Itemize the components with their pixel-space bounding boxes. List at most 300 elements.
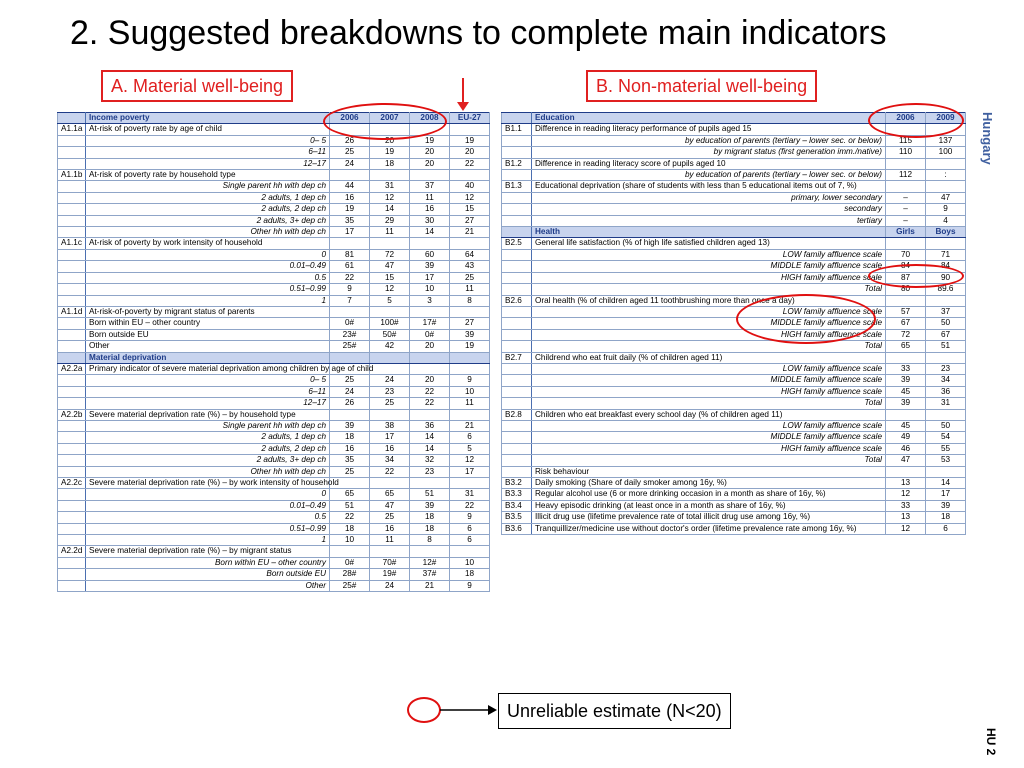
table-row [58, 204, 490, 215]
value-cell [330, 170, 370, 181]
value-cell: 33 [886, 500, 926, 511]
row-label: At-risk of poverty rate by age of child [86, 124, 330, 135]
table-row [502, 455, 966, 466]
value-cell [370, 170, 410, 181]
value-cell: 0# [330, 557, 370, 568]
row-code: A1.1b [58, 170, 86, 181]
value-cell [370, 352, 410, 363]
value-cell: 67 [926, 329, 966, 340]
value-cell: 22 [330, 512, 370, 523]
value-cell: 65 [330, 489, 370, 500]
value-cell: 21 [450, 420, 490, 431]
table-row [502, 363, 966, 374]
row-code [58, 352, 86, 363]
row-code [502, 341, 532, 352]
row-label: by education of parents (tertiary – lower sec. or below) [532, 135, 886, 146]
value-cell: 70 [886, 249, 926, 260]
value-cell: 35 [330, 215, 370, 226]
value-cell: 18 [410, 523, 450, 534]
table-nonmaterial-wellbeing [501, 112, 966, 535]
row-label: HIGH family affluence scale [532, 443, 886, 454]
row-code [502, 318, 532, 329]
value-cell: 10 [410, 284, 450, 295]
value-cell: 37 [410, 181, 450, 192]
value-cell: 17 [450, 466, 490, 477]
section-a-label: A. Material well-being [101, 70, 293, 102]
row-code: B3.6 [502, 523, 532, 534]
value-cell [370, 238, 410, 249]
value-cell [450, 546, 490, 557]
row-code [502, 261, 532, 272]
value-cell: 2006 [330, 113, 370, 124]
row-code [58, 557, 86, 568]
row-code: B2.7 [502, 352, 532, 363]
value-cell [450, 238, 490, 249]
value-cell: 6 [450, 535, 490, 546]
value-cell: 9 [450, 512, 490, 523]
value-cell: 80 [886, 284, 926, 295]
row-code [58, 398, 86, 409]
value-cell [450, 306, 490, 317]
table-row [58, 535, 490, 546]
row-label: Regular alcohol use (6 or more drinking occasion in a month as share of 16y, %) [532, 489, 886, 500]
value-cell: 55 [926, 443, 966, 454]
value-cell: 36 [410, 420, 450, 431]
table-row [502, 158, 966, 169]
value-cell: 36 [926, 386, 966, 397]
value-cell: 11 [370, 535, 410, 546]
value-cell: 17 [926, 489, 966, 500]
value-cell [926, 238, 966, 249]
row-label: 0.51–0.99 [86, 284, 330, 295]
table-row [58, 489, 490, 500]
table-row [58, 443, 490, 454]
row-code [58, 386, 86, 397]
value-cell [410, 352, 450, 363]
table-row [58, 192, 490, 203]
value-cell: 12 [886, 489, 926, 500]
table-row [502, 192, 966, 203]
value-cell: 2007 [370, 113, 410, 124]
value-cell [410, 478, 450, 489]
value-cell [410, 546, 450, 557]
value-cell: 20 [410, 341, 450, 352]
value-cell [886, 238, 926, 249]
row-code [502, 443, 532, 454]
row-code [502, 329, 532, 340]
row-label: HIGH family affluence scale [532, 329, 886, 340]
value-cell [886, 466, 926, 477]
value-cell [330, 306, 370, 317]
table-row [58, 420, 490, 431]
value-cell: 22 [410, 386, 450, 397]
table-material-wellbeing [57, 112, 490, 592]
value-cell: 47 [886, 455, 926, 466]
value-cell: 17 [410, 272, 450, 283]
table-row [58, 227, 490, 238]
value-cell: 50 [926, 420, 966, 431]
table-row [58, 318, 490, 329]
value-cell [886, 295, 926, 306]
value-cell: 10 [450, 386, 490, 397]
row-code: A2.2b [58, 409, 86, 420]
table-row [58, 135, 490, 146]
table-row [58, 249, 490, 260]
row-code [502, 227, 532, 238]
row-label: Health [532, 227, 886, 238]
row-label: 1 [86, 295, 330, 306]
value-cell [450, 352, 490, 363]
table-row [58, 352, 490, 363]
country-label: Hungary [980, 112, 995, 165]
value-cell [330, 238, 370, 249]
table-row [58, 170, 490, 181]
row-code [58, 512, 86, 523]
value-cell: 31 [370, 181, 410, 192]
value-cell [886, 409, 926, 420]
row-code [58, 135, 86, 146]
table-row [502, 478, 966, 489]
value-cell: 2009 [926, 113, 966, 124]
value-cell: 31 [926, 398, 966, 409]
row-label: Born within EU – other country [86, 557, 330, 568]
value-cell: 50# [370, 329, 410, 340]
value-cell: 3 [410, 295, 450, 306]
value-cell: 27 [450, 215, 490, 226]
value-cell: 20 [410, 158, 450, 169]
table-row [502, 113, 966, 124]
value-cell: Boys [926, 227, 966, 238]
value-cell [886, 124, 926, 135]
value-cell: 65 [370, 489, 410, 500]
value-cell: 22 [370, 466, 410, 477]
table-row [502, 284, 966, 295]
row-code [58, 318, 86, 329]
row-code [58, 455, 86, 466]
value-cell: 19 [330, 204, 370, 215]
row-label: 0– 5 [86, 375, 330, 386]
row-label: Risk behaviour [532, 466, 886, 477]
value-cell [450, 124, 490, 135]
row-label: Other hh with dep ch [86, 466, 330, 477]
value-cell [450, 170, 490, 181]
value-cell: 12 [370, 284, 410, 295]
row-label: LOW family affluence scale [532, 420, 886, 431]
table-row [502, 489, 966, 500]
value-cell [886, 352, 926, 363]
table-row [58, 306, 490, 317]
table-row [502, 500, 966, 511]
value-cell: 137 [926, 135, 966, 146]
row-code [58, 181, 86, 192]
row-code [58, 569, 86, 580]
row-label: Primary indicator of severe material deprivation among children by age of child [86, 363, 330, 374]
row-label: Difference in reading literacy performance of pupils aged 15 [532, 124, 886, 135]
table-row [58, 341, 490, 352]
value-cell: 15 [370, 272, 410, 283]
value-cell: 6 [450, 523, 490, 534]
value-cell: 65 [886, 341, 926, 352]
table-row [58, 329, 490, 340]
table-row [502, 375, 966, 386]
highlight-ellipse-unreliable [407, 697, 441, 723]
value-cell [370, 546, 410, 557]
value-cell: 87 [886, 272, 926, 283]
value-cell [370, 409, 410, 420]
value-cell [886, 158, 926, 169]
value-cell [926, 124, 966, 135]
row-code [502, 432, 532, 443]
value-cell [926, 158, 966, 169]
value-cell: 12 [886, 523, 926, 534]
row-label: tertiary [532, 215, 886, 226]
table-row [502, 352, 966, 363]
row-code [502, 466, 532, 477]
value-cell: 25 [330, 375, 370, 386]
red-down-arrow-icon [455, 78, 471, 112]
value-cell: 8 [410, 535, 450, 546]
table-row [58, 409, 490, 420]
table-row [502, 466, 966, 477]
row-label: Severe material deprivation rate (%) – by household type [86, 409, 330, 420]
value-cell: 20 [410, 375, 450, 386]
row-code [502, 363, 532, 374]
value-cell: 34 [370, 455, 410, 466]
row-label: Income poverty [86, 113, 330, 124]
table-row [502, 306, 966, 317]
value-cell [370, 124, 410, 135]
value-cell [886, 181, 926, 192]
row-code: B3.4 [502, 500, 532, 511]
table-row [502, 181, 966, 192]
value-cell: 39 [450, 329, 490, 340]
row-label: Total [532, 284, 886, 295]
table-row [58, 261, 490, 272]
row-label: Education [532, 113, 886, 124]
value-cell: 12 [450, 192, 490, 203]
table-row [58, 557, 490, 568]
value-cell: 24 [330, 158, 370, 169]
value-cell: 16 [410, 204, 450, 215]
value-cell: 15 [450, 204, 490, 215]
row-label: 2 adults, 1 dep ch [86, 432, 330, 443]
table-row [502, 204, 966, 215]
table-row [502, 238, 966, 249]
value-cell: 10 [450, 557, 490, 568]
table-row [502, 329, 966, 340]
value-cell [410, 124, 450, 135]
value-cell: 39 [410, 500, 450, 511]
value-cell: 12 [450, 455, 490, 466]
row-code: B3.2 [502, 478, 532, 489]
row-code [58, 249, 86, 260]
row-label: Children who eat breakfast every school day (% of children aged 11) [532, 409, 886, 420]
value-cell [450, 478, 490, 489]
table-row [502, 512, 966, 523]
value-cell [926, 181, 966, 192]
value-cell: 38 [370, 420, 410, 431]
section-b-label: B. Non-material well-being [586, 70, 817, 102]
row-label: Born outside EU [86, 569, 330, 580]
value-cell: 26 [330, 398, 370, 409]
row-code [502, 306, 532, 317]
row-label: 2 adults, 2 dep ch [86, 204, 330, 215]
value-cell: 0# [410, 329, 450, 340]
value-cell: 37 [926, 306, 966, 317]
value-cell [330, 352, 370, 363]
value-cell: 44 [330, 181, 370, 192]
row-code: B1.1 [502, 124, 532, 135]
row-label: 1 [86, 535, 330, 546]
value-cell: – [886, 192, 926, 203]
row-code [58, 432, 86, 443]
table-row [58, 455, 490, 466]
value-cell: 10 [330, 535, 370, 546]
row-label: 0.01–0.49 [86, 500, 330, 511]
table-row [58, 466, 490, 477]
value-cell: 81 [330, 249, 370, 260]
value-cell: 39 [926, 500, 966, 511]
row-label: Educational deprivation (share of students with less than 5 educational items out of 7, %) [532, 181, 886, 192]
value-cell: 19 [370, 147, 410, 158]
row-code [58, 113, 86, 124]
value-cell: 53 [926, 455, 966, 466]
value-cell: 30 [410, 215, 450, 226]
value-cell: 23 [926, 363, 966, 374]
row-label: Other hh with dep ch [86, 227, 330, 238]
row-label: Difference in reading literacy score of pupils aged 10 [532, 158, 886, 169]
table-row [502, 318, 966, 329]
value-cell: 60 [410, 249, 450, 260]
table-row [58, 546, 490, 557]
table-row [502, 215, 966, 226]
row-code: B3.5 [502, 512, 532, 523]
value-cell: 39 [330, 420, 370, 431]
table-row [502, 409, 966, 420]
value-cell: 42 [370, 341, 410, 352]
row-code [58, 215, 86, 226]
row-code [502, 113, 532, 124]
value-cell: 100 [926, 147, 966, 158]
value-cell: 24 [370, 580, 410, 591]
row-code [58, 158, 86, 169]
value-cell: 28# [330, 569, 370, 580]
value-cell: 18 [370, 158, 410, 169]
table-row [58, 284, 490, 295]
value-cell: 9 [450, 375, 490, 386]
value-cell: 51 [410, 489, 450, 500]
table-row [58, 215, 490, 226]
value-cell: 16 [370, 443, 410, 454]
value-cell: 47 [370, 261, 410, 272]
row-label: LOW family affluence scale [532, 306, 886, 317]
row-label: MIDDLE family affluence scale [532, 432, 886, 443]
table-row [58, 124, 490, 135]
value-cell: 13 [886, 512, 926, 523]
row-label: General life satisfaction (% of high life satisfied children aged 13) [532, 238, 886, 249]
value-cell: 51 [330, 500, 370, 511]
row-label: HIGH family affluence scale [532, 386, 886, 397]
row-label: 12–17 [86, 398, 330, 409]
value-cell: 16 [330, 443, 370, 454]
row-label: 0– 5 [86, 135, 330, 146]
row-code [58, 204, 86, 215]
row-label: Illicit drug use (lifetime prevalence rate of total illicit drug use among 16y, %) [532, 512, 886, 523]
row-code: A2.2c [58, 478, 86, 489]
table-row [502, 170, 966, 181]
row-code [502, 272, 532, 283]
row-code [58, 443, 86, 454]
row-code: B2.5 [502, 238, 532, 249]
row-code [58, 535, 86, 546]
value-cell: 8 [450, 295, 490, 306]
table-row [502, 249, 966, 260]
value-cell: 19# [370, 569, 410, 580]
row-code: B2.8 [502, 409, 532, 420]
value-cell: 14 [410, 443, 450, 454]
row-label: secondary [532, 204, 886, 215]
row-label: Total [532, 455, 886, 466]
value-cell: 20 [450, 147, 490, 158]
value-cell [370, 478, 410, 489]
row-code: B3.3 [502, 489, 532, 500]
value-cell: 4 [926, 215, 966, 226]
row-code [58, 147, 86, 158]
row-label: 2 adults, 2 dep ch [86, 443, 330, 454]
row-label: 2 adults, 3+ dep ch [86, 215, 330, 226]
unreliable-estimate-callout: Unreliable estimate (N<20) [498, 693, 731, 729]
row-code: A1.1a [58, 124, 86, 135]
table-row [58, 295, 490, 306]
table-row [502, 420, 966, 431]
value-cell: 23 [410, 466, 450, 477]
row-label: Material deprivation [86, 352, 330, 363]
table-row [58, 147, 490, 158]
value-cell: 20 [410, 147, 450, 158]
value-cell: 22 [450, 500, 490, 511]
value-cell: 39 [886, 375, 926, 386]
row-code [502, 455, 532, 466]
value-cell: 84 [886, 261, 926, 272]
value-cell: 18 [450, 569, 490, 580]
value-cell: EU-27 [450, 113, 490, 124]
value-cell: 20 [370, 135, 410, 146]
value-cell: 9 [330, 284, 370, 295]
value-cell: 22 [330, 272, 370, 283]
value-cell: 25 [370, 512, 410, 523]
value-cell: Girls [886, 227, 926, 238]
value-cell: 19 [410, 135, 450, 146]
value-cell [926, 295, 966, 306]
value-cell: 70# [370, 557, 410, 568]
value-cell [926, 409, 966, 420]
row-code [502, 192, 532, 203]
table-row [58, 272, 490, 283]
row-label: 6–11 [86, 386, 330, 397]
value-cell: 22 [450, 158, 490, 169]
value-cell: – [886, 215, 926, 226]
row-label: Other [86, 341, 330, 352]
row-code [58, 466, 86, 477]
row-code [502, 284, 532, 295]
value-cell: – [886, 204, 926, 215]
value-cell: 46 [886, 443, 926, 454]
table-row [502, 135, 966, 146]
row-label: 0.5 [86, 272, 330, 283]
row-code [502, 215, 532, 226]
value-cell: 26 [330, 135, 370, 146]
table-row [502, 443, 966, 454]
